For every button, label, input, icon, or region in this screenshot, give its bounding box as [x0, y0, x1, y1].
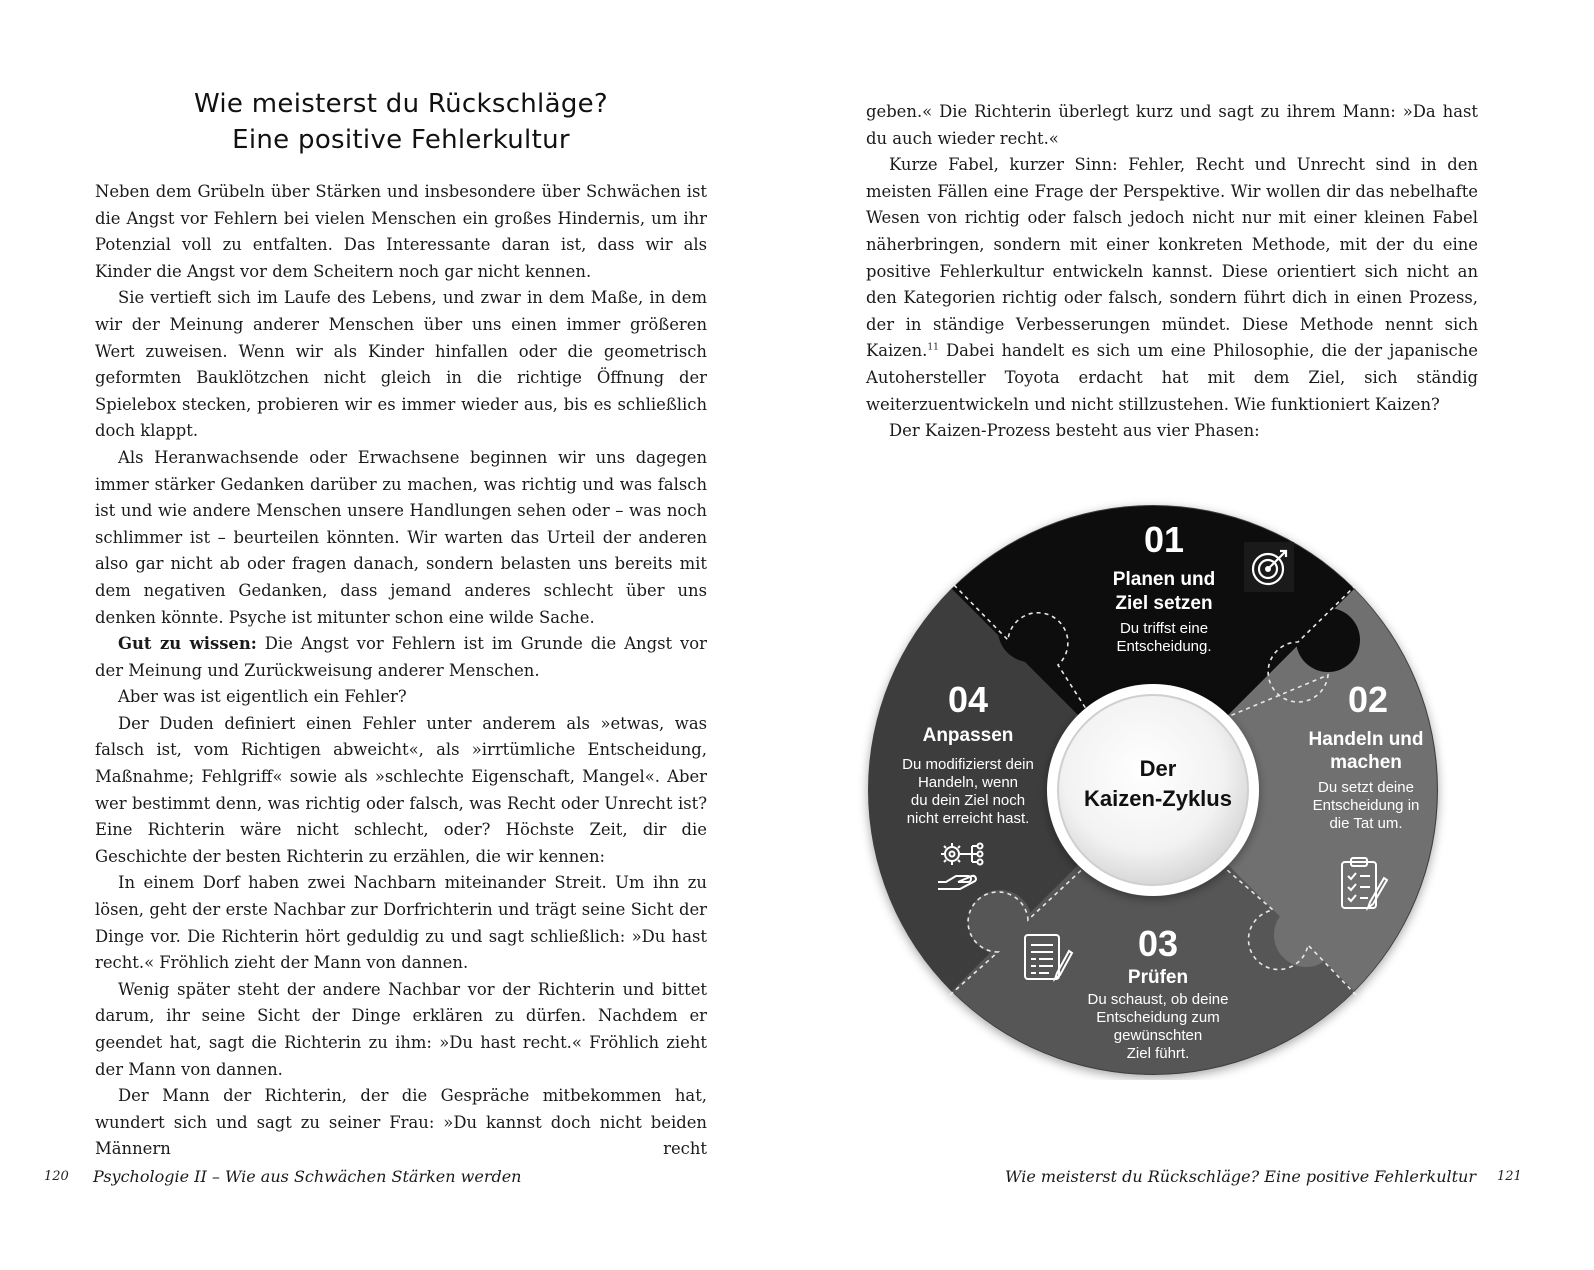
page-number-left: 120	[44, 1169, 69, 1184]
paragraph: Sie vertieft sich im Laufe des Lebens, und zwar in dem Maße, in dem wir der Meinung anderer Menschen über uns einen immer größeren Wert zuweisen. Wenn wir als Kinder hinfallen oder die geometrisch geformten Bauklötzchen nicht gleich in die richtige Öffnung der Spielebox stecken, probieren wir es immer wieder aus, bis es schließlich doch klappt.	[95, 288, 707, 441]
paragraph: In einem Dorf haben zwei Nachbarn miteinander Streit. Um ihn zu lösen, geht der erste Nachbar zur Dorfrichterin und trägt seine Sicht der Dinge vor. Die Richterin hört geduldig zu und sagt schließlich: »Du hast recht.« Fröhlich zieht der Mann von dannen.	[95, 873, 707, 973]
phase-number: 04	[947, 679, 989, 720]
phase-title-line2: machen	[1330, 752, 1402, 773]
paragraph: geben.« Die Richterin überlegt kurz und sagt zu ihrem Mann: »Da hast du auch wieder recht.«	[866, 102, 1478, 148]
good-to-know-text: Die Angst vor Fehlern ist im Grunde die Angst vor der Meinung und Zurückweisung anderer Menschen.	[95, 634, 708, 680]
phase-desc-line: Du modifizierst dein	[902, 756, 1034, 773]
paragraph: Als Heranwachsende oder Erwachsene beginnen wir uns dagegen immer stärker Gedanken darüber zu machen, was richtig und was falsch ist und wie andere Menschen unsere Handlungen sehen oder – was noch schlimmer ist – beurteilen könnten. Wir warten das Urteil der anderen also gar nicht ab oder fragen danach, sondern belasten uns bereits mit dem negativen Gedanken, dass jemand anderes schlecht über uns denken könnte. Psyche ist mitunter schon eine wilde Sache.	[95, 447, 707, 627]
running-title-left: Psychologie II – Wie aus Schwächen Stärken werden	[93, 1167, 522, 1186]
phase-title-line1: Anpassen	[922, 725, 1014, 746]
phase-desc-line: Entscheidung in	[1312, 797, 1420, 814]
phase-desc-line: die Tat um.	[1329, 815, 1403, 832]
phase-desc-line: Du schaust, ob deine	[1087, 991, 1229, 1008]
paragraph: Neben dem Grübeln über Stärken und insbesondere über Schwächen ist die Angst vor Fehlern bei vielen Menschen ein großes Hindernis, um ihr Potenzial voll zu entfalten. Das Interessante daran ist, dass wir als Kinder die Angst vor dem Scheitern noch gar nicht kennen.	[95, 182, 707, 281]
phase-desc-line: gewünschten	[1113, 1027, 1203, 1044]
footnote-ref[interactable]: 11	[927, 342, 939, 353]
left-body-text	[95, 179, 707, 1163]
phase-desc-line: Du setzt deine	[1318, 779, 1414, 796]
phase-desc-line: Du triffst eine	[1119, 620, 1209, 637]
phase-title-line1: Handeln und	[1308, 729, 1424, 750]
paragraph-text: Kurze Fabel, kurzer Sinn: Fehler, Recht und Unrecht sind in den meisten Fällen eine Frage der Perspektive. Wir wollen dir das nebelhafte Wesen von richtig oder falsch jedoch nicht nur mit einer kleinen Fabel näherbringen, sondern mit einer konkreten Methode, mit der du eine positive Fehlerkultur entwickeln kannst. Diese orientiert sich nicht an den Kategorien richtig oder falsch, sondern führt dich in einen Prozess, der in ständige Verbesserungen mündet. Diese Methode nennt sich Kaizen.	[866, 155, 1478, 361]
running-title-right: Wie meisterst du Rückschläge? Eine positive Fehlerkultur	[1005, 1167, 1476, 1186]
paragraph: Der Mann der Richterin, der die Gespräche mitbekommen hat, wundert sich und sagt zu seiner Frau: »Du kannst doch nicht beiden Männern recht	[95, 1086, 707, 1159]
page-number-right: 121	[1497, 1169, 1522, 1184]
chapter-title	[95, 86, 707, 158]
phase-desc-line: Entscheidung zum	[1096, 1009, 1220, 1026]
paragraph: Wenig später steht der andere Nachbar vor der Richterin und bittet darum, ihr seine Sicht der Dinge erklären zu dürfen. Nachdem er geendet hat, sagt die Richterin zu ihm: »Du hast recht.« Fröhlich zieht der Mann von dannen.	[95, 979, 707, 1079]
center-label-line1: Der	[1139, 756, 1177, 781]
phase-title-line2: Ziel setzen	[1115, 593, 1213, 614]
phase-number: 02	[1347, 679, 1389, 720]
phase-desc-line: Ziel führt.	[1126, 1045, 1190, 1062]
phase-title-line1: Prüfen	[1127, 967, 1189, 988]
paragraph-text: Dabei handelt es sich um eine Philosophie, die der japanische Autohersteller Toyota erdacht hat mit dem Ziel, sich ständig weiterzuentwickeln und nicht stillzustehen. Wie funktioniert Kaizen?	[866, 341, 1478, 414]
chapter-title-line1: Wie meisterst du Rückschläge?	[193, 89, 609, 119]
chapter-title-line2: Eine positive Fehlerkultur	[232, 125, 570, 155]
phase-desc-line: du dein Ziel noch	[910, 792, 1026, 809]
phase-number: 03	[1137, 923, 1179, 964]
good-to-know-label: Gut zu wissen:	[118, 634, 257, 654]
good-to-know-note	[95, 631, 707, 684]
kaizen-cycle-diagram	[858, 490, 1448, 1080]
phase-desc-line: Handeln, wenn	[917, 774, 1019, 791]
paragraph	[866, 152, 1478, 418]
paragraph: Der Duden definiert einen Fehler unter anderem als »etwas, was falsch ist, vom Richtigen abweicht«, als »irrtümliche Entscheidung, Maßnahme; Fehlgriff« sowie als »schlechte Eigenschaft, Mangel«. Aber wer bestimmt denn, was richtig oder falsch, was Recht oder Unrecht ist? Eine Richterin wäre nicht schlecht, oder? Höchste Zeit, dir die Geschichte der besten Richterin zu erzählen, die wir kennen:	[95, 713, 707, 866]
paragraph: Aber was ist eigentlich ein Fehler?	[118, 687, 407, 707]
paragraph: Der Kaizen-Prozess besteht aus vier Phasen:	[889, 421, 1260, 441]
phase-number: 01	[1143, 519, 1185, 560]
phase-title-line1: Planen und	[1112, 569, 1216, 590]
center-hub	[1047, 684, 1259, 896]
phase-desc-line: nicht erreicht hast.	[906, 810, 1030, 827]
right-body-text	[866, 99, 1478, 445]
target-icon	[1244, 542, 1294, 592]
center-label-line2: Kaizen-Zyklus	[1084, 786, 1232, 811]
phase-desc-line: Entscheidung.	[1116, 638, 1212, 655]
